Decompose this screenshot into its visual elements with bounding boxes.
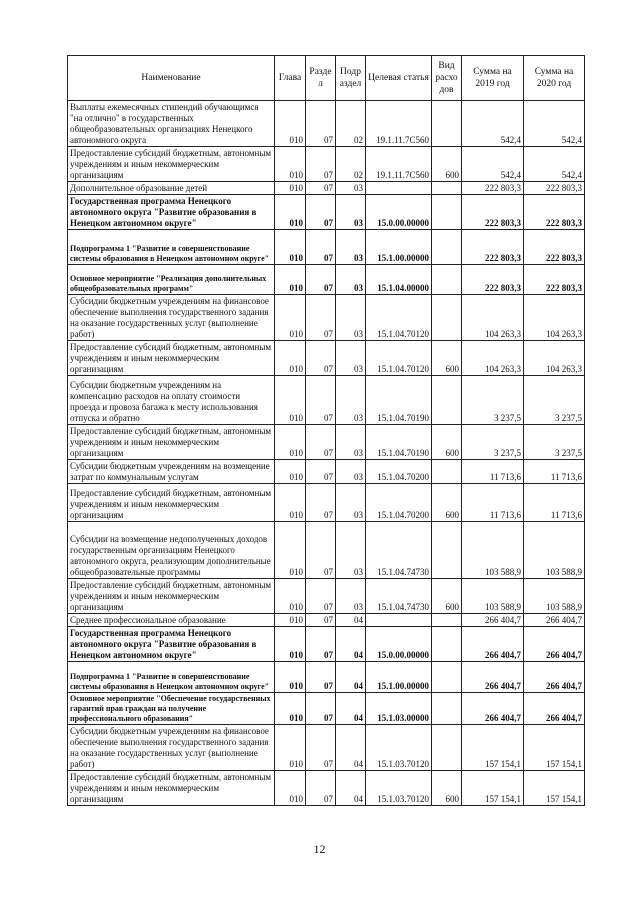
row-target: 15.1.04.70190 — [366, 425, 432, 460]
row-razdel: 07 — [306, 579, 336, 614]
row-target: 15.0.00.00000 — [366, 627, 432, 662]
budget-table — [67, 55, 585, 806]
header-sum-2020: Сумма на 2020 год — [524, 56, 585, 101]
row-glava: 010 — [275, 265, 306, 295]
table-row — [68, 627, 585, 662]
row-name: Выплаты ежемесячных стипендий обучающимся "на отлично" в государственных общеобразовательных организациях Ненецкого автономного округа — [68, 101, 275, 147]
row-vid — [432, 265, 462, 295]
header-podrazdel: Подр аздел — [336, 56, 366, 101]
table-row — [68, 725, 585, 771]
row-podrazdel: 02 — [336, 101, 366, 147]
row-razdel: 07 — [306, 147, 336, 182]
table-row — [68, 195, 585, 230]
row-name: Основное мероприятие "Реализация дополнительных общеобразовательных программ" — [68, 265, 275, 295]
row-razdel: 07 — [306, 182, 336, 195]
row-vid: 600 — [432, 341, 462, 376]
row-podrazdel: 03 — [336, 265, 366, 295]
row-name: Предоставление субсидий бюджетным, автономным учреждениям и иным некоммерческим организациям — [68, 579, 275, 614]
row-name: Подпрограмма 1 "Развитие и совершенствование системы образования в Ненецком автономном округе" — [68, 230, 275, 265]
row-razdel: 07 — [306, 460, 336, 484]
row-name: Предоставление субсидий бюджетным, автономным учреждениям и иным некоммерческим организациям — [68, 771, 275, 806]
row-sum-2020: 222 803,3 — [524, 195, 585, 230]
row-sum-2020: 104 263,3 — [524, 295, 585, 341]
row-sum-2020: 222 803,3 — [524, 182, 585, 195]
table-row — [68, 522, 585, 579]
row-sum-2019: 266 404,7 — [462, 627, 524, 662]
row-podrazdel: 03 — [336, 460, 366, 484]
table-row — [68, 425, 585, 460]
table-row — [68, 341, 585, 376]
row-sum-2020: 103 588,9 — [524, 579, 585, 614]
row-name: Субсидии бюджетным учреждениям на компенсацию расходов на оплату стоимости проезда и провоза багажа к месту использования отпуска и обратно — [68, 376, 275, 425]
row-sum-2020: 3 237,5 — [524, 376, 585, 425]
row-vid: 600 — [432, 771, 462, 806]
row-target: 15.1.00.00000 — [366, 230, 432, 265]
row-sum-2019: 266 404,7 — [462, 614, 524, 627]
row-podrazdel: 02 — [336, 147, 366, 182]
row-target: 15.1.04.70200 — [366, 484, 432, 522]
row-sum-2019: 104 263,3 — [462, 295, 524, 341]
row-podrazdel: 04 — [336, 662, 366, 693]
table-row — [68, 265, 585, 295]
row-name: Подпрограмма 1 "Развитие и совершенствование системы образования в Ненецком автономном округе" — [68, 662, 275, 693]
row-podrazdel: 03 — [336, 522, 366, 579]
row-glava: 010 — [275, 230, 306, 265]
row-sum-2020: 266 404,7 — [524, 627, 585, 662]
row-vid — [432, 376, 462, 425]
table-row — [68, 693, 585, 725]
row-target — [366, 182, 432, 195]
row-razdel: 07 — [306, 376, 336, 425]
row-podrazdel: 03 — [336, 376, 366, 425]
header-glava: Глава — [275, 56, 306, 101]
row-sum-2019: 222 803,3 — [462, 195, 524, 230]
row-sum-2019: 3 237,5 — [462, 425, 524, 460]
row-vid — [432, 693, 462, 725]
row-target: 15.1.04.74730 — [366, 579, 432, 614]
row-glava: 010 — [275, 376, 306, 425]
row-glava: 010 — [275, 579, 306, 614]
row-sum-2019: 157 154,1 — [462, 771, 524, 806]
table-header-row — [68, 56, 585, 101]
row-razdel: 07 — [306, 195, 336, 230]
row-podrazdel: 03 — [336, 484, 366, 522]
row-sum-2020: 157 154,1 — [524, 771, 585, 806]
row-razdel: 07 — [306, 725, 336, 771]
row-target: 15.1.03.70120 — [366, 771, 432, 806]
row-glava: 010 — [275, 662, 306, 693]
table-row — [68, 484, 585, 522]
row-razdel: 07 — [306, 627, 336, 662]
row-target: 15.1.04.70120 — [366, 341, 432, 376]
row-sum-2020: 266 404,7 — [524, 614, 585, 627]
row-glava: 010 — [275, 771, 306, 806]
row-name: Предоставление субсидий бюджетным, автономным учреждениям и иным некоммерческим организациям — [68, 341, 275, 376]
row-sum-2019: 103 588,9 — [462, 522, 524, 579]
row-vid: 600 — [432, 425, 462, 460]
row-vid — [432, 195, 462, 230]
row-razdel: 07 — [306, 522, 336, 579]
row-target: 15.1.04.70190 — [366, 376, 432, 425]
row-name: Предоставление субсидий бюджетным, автономным учреждениям и иным некоммерческим организациям — [68, 484, 275, 522]
row-sum-2020: 103 588,9 — [524, 522, 585, 579]
row-target: 15.1.04.70120 — [366, 295, 432, 341]
row-name: Государственная программа Ненецкого автономного округа "Развитие образования в Ненецком автономном округе" — [68, 195, 275, 230]
row-sum-2019: 222 803,3 — [462, 230, 524, 265]
row-vid — [432, 182, 462, 195]
row-name: Основное мероприятие "Обеспечение государственных гарантий прав граждан на получение профессионального образования" — [68, 693, 275, 725]
row-target — [366, 614, 432, 627]
row-podrazdel: 03 — [336, 182, 366, 195]
row-name: Субсидии бюджетным учреждениям на финансовое обеспечение выполнения государственного задания на оказание государственных услуг (выполнение работ) — [68, 295, 275, 341]
row-sum-2020: 542,4 — [524, 101, 585, 147]
row-podrazdel: 03 — [336, 195, 366, 230]
header-target: Целевая статья — [366, 56, 432, 101]
row-sum-2019: 104 263,3 — [462, 341, 524, 376]
row-razdel: 07 — [306, 101, 336, 147]
table-row — [68, 771, 585, 806]
row-vid — [432, 295, 462, 341]
table-row — [68, 182, 585, 195]
row-sum-2019: 542,4 — [462, 101, 524, 147]
row-vid — [432, 230, 462, 265]
row-razdel: 07 — [306, 484, 336, 522]
row-sum-2019: 222 803,3 — [462, 182, 524, 195]
row-podrazdel: 04 — [336, 614, 366, 627]
row-sum-2019: 266 404,7 — [462, 693, 524, 725]
row-vid — [432, 662, 462, 693]
row-sum-2019: 222 803,3 — [462, 265, 524, 295]
table-row — [68, 376, 585, 425]
table-row — [68, 614, 585, 627]
row-name: Предоставление субсидий бюджетным, автономным учреждениям и иным некоммерческим организациям — [68, 425, 275, 460]
row-glava: 010 — [275, 484, 306, 522]
row-sum-2019: 542,4 — [462, 147, 524, 182]
row-glava: 010 — [275, 693, 306, 725]
header-name: Наименование — [68, 56, 275, 101]
row-sum-2020: 104 263,3 — [524, 341, 585, 376]
row-podrazdel: 03 — [336, 230, 366, 265]
row-sum-2020: 157 154,1 — [524, 725, 585, 771]
table-row — [68, 101, 585, 147]
row-glava: 010 — [275, 725, 306, 771]
row-sum-2020: 266 404,7 — [524, 693, 585, 725]
page-number: 12 — [313, 842, 326, 856]
table-row — [68, 579, 585, 614]
row-razdel: 07 — [306, 341, 336, 376]
row-podrazdel: 03 — [336, 295, 366, 341]
row-sum-2020: 222 803,3 — [524, 230, 585, 265]
row-sum-2020: 11 713,6 — [524, 484, 585, 522]
row-name: Предоставление субсидий бюджетным, автономным учреждениям и иным некоммерческим организациям — [68, 147, 275, 182]
row-glava: 010 — [275, 522, 306, 579]
row-name: Субсидии бюджетным учреждениям на возмещение затрат по коммунальным услугам — [68, 460, 275, 484]
row-glava: 010 — [275, 460, 306, 484]
row-razdel: 07 — [306, 693, 336, 725]
row-glava: 010 — [275, 101, 306, 147]
row-glava: 010 — [275, 425, 306, 460]
row-name: Субсидии на возмещение недополученных доходов государственным организациям Ненецкого автономного округа, реализующим дополнительные общеобразовательные программы — [68, 522, 275, 579]
row-podrazdel: 03 — [336, 579, 366, 614]
row-sum-2020: 3 237,5 — [524, 425, 585, 460]
row-vid — [432, 614, 462, 627]
header-razdel: Разде л — [306, 56, 336, 101]
row-podrazdel: 04 — [336, 693, 366, 725]
row-vid: 600 — [432, 579, 462, 614]
row-razdel: 07 — [306, 662, 336, 693]
row-name: Субсидии бюджетным учреждениям на финансовое обеспечение выполнения государственного задания на оказание государственных услуг (выполнение работ) — [68, 725, 275, 771]
row-glava: 010 — [275, 627, 306, 662]
row-podrazdel: 04 — [336, 725, 366, 771]
row-razdel: 07 — [306, 771, 336, 806]
row-vid — [432, 101, 462, 147]
table-row — [68, 147, 585, 182]
row-name: Среднее профессиональное образование — [68, 614, 275, 627]
row-razdel: 07 — [306, 425, 336, 460]
row-razdel: 07 — [306, 295, 336, 341]
row-name: Государственная программа Ненецкого автономного округа "Развитие образования в Ненецком автономном округе" — [68, 627, 275, 662]
row-target: 19.1.11.7С560 — [366, 147, 432, 182]
row-target: 15.0.00.00000 — [366, 195, 432, 230]
row-vid — [432, 725, 462, 771]
row-sum-2019: 11 713,6 — [462, 460, 524, 484]
row-razdel: 07 — [306, 265, 336, 295]
row-sum-2019: 157 154,1 — [462, 725, 524, 771]
row-target: 15.1.03.00000 — [366, 693, 432, 725]
row-target: 15.1.00.00000 — [366, 662, 432, 693]
row-razdel: 07 — [306, 614, 336, 627]
header-sum-2019: Сумма на 2019 год — [462, 56, 524, 101]
row-target: 19.1.11.7С560 — [366, 101, 432, 147]
table-row — [68, 460, 585, 484]
row-podrazdel: 04 — [336, 627, 366, 662]
row-target: 15.1.04.74730 — [366, 522, 432, 579]
row-sum-2020: 222 803,3 — [524, 265, 585, 295]
table-row — [68, 295, 585, 341]
row-podrazdel: 03 — [336, 341, 366, 376]
row-name: Дополнительное образование детей — [68, 182, 275, 195]
row-sum-2020: 266 404,7 — [524, 662, 585, 693]
row-sum-2019: 11 713,6 — [462, 484, 524, 522]
row-glava: 010 — [275, 614, 306, 627]
row-target: 15.1.04.00000 — [366, 265, 432, 295]
row-sum-2019: 103 588,9 — [462, 579, 524, 614]
row-glava: 010 — [275, 182, 306, 195]
table-row — [68, 230, 585, 265]
row-razdel: 07 — [306, 230, 336, 265]
row-vid: 600 — [432, 147, 462, 182]
table-row — [68, 662, 585, 693]
row-sum-2019: 3 237,5 — [462, 376, 524, 425]
row-glava: 010 — [275, 295, 306, 341]
row-glava: 010 — [275, 341, 306, 376]
header-vid: Вид расхо дов — [432, 56, 462, 101]
row-sum-2019: 266 404,7 — [462, 662, 524, 693]
row-glava: 010 — [275, 147, 306, 182]
row-sum-2020: 542,4 — [524, 147, 585, 182]
row-podrazdel: 04 — [336, 771, 366, 806]
row-vid — [432, 522, 462, 579]
row-sum-2020: 11 713,6 — [524, 460, 585, 484]
row-target: 15.1.03.70120 — [366, 725, 432, 771]
row-podrazdel: 03 — [336, 425, 366, 460]
row-glava: 010 — [275, 195, 306, 230]
row-vid — [432, 460, 462, 484]
row-vid — [432, 627, 462, 662]
row-vid: 600 — [432, 484, 462, 522]
row-target: 15.1.04.70200 — [366, 460, 432, 484]
